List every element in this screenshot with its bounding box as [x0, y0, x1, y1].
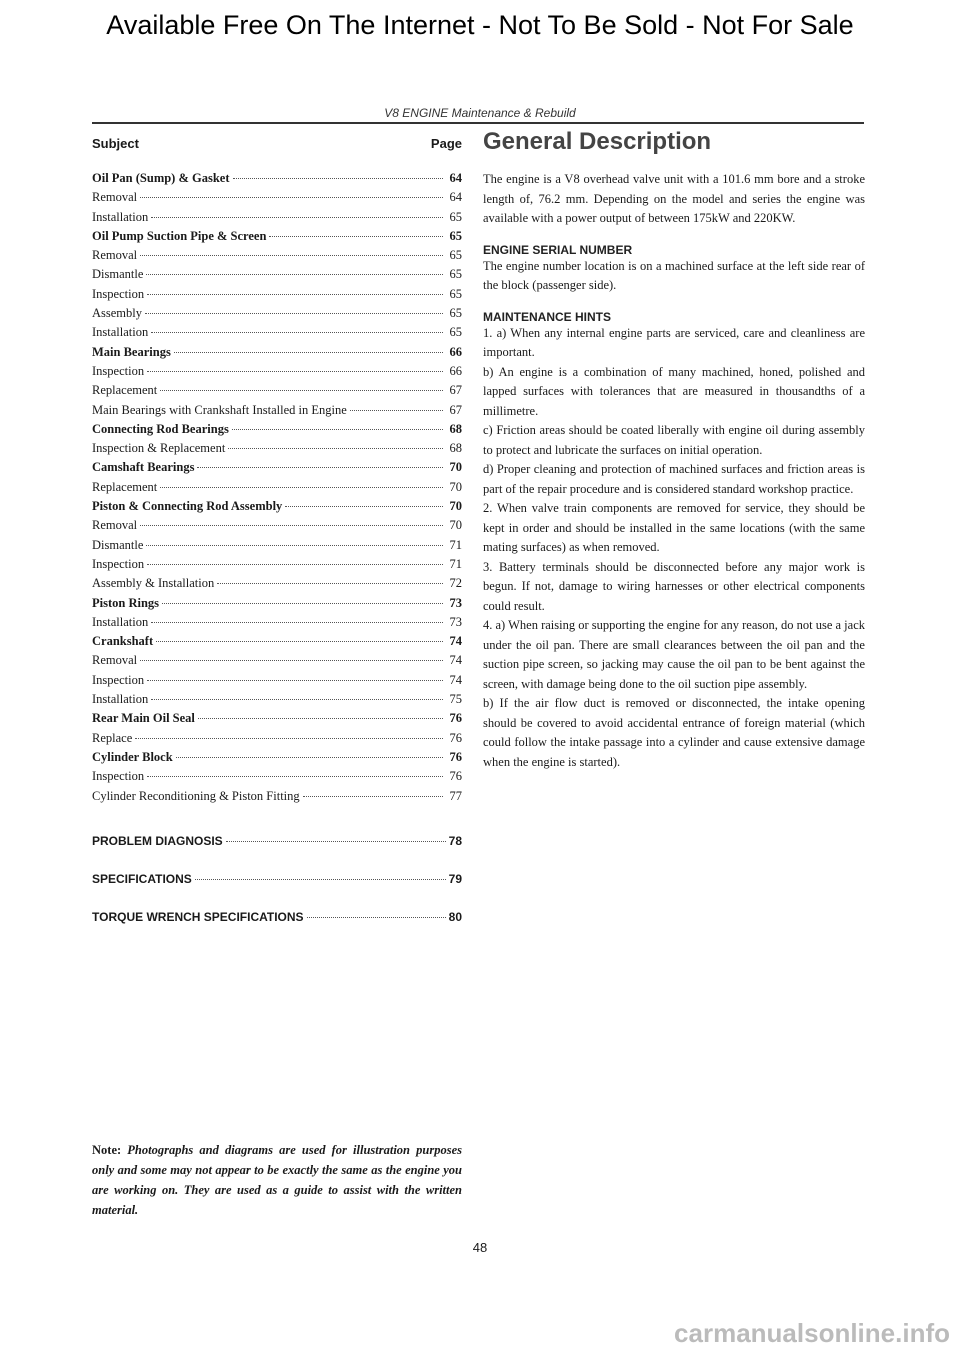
toc-entry-page: 64: [449, 171, 462, 185]
toc-entry-label: Inspection: [92, 769, 145, 784]
toc-leader: [147, 371, 443, 372]
page-number: 48: [472, 1240, 488, 1255]
intro-paragraph: The engine is a V8 overhead valve unit with a 101.6 mm bore and a stroke length of, 76.2 mm. Depending on the model and series the engine was available with a power output of between 175kW and 220KW.: [483, 172, 865, 225]
toc-leader: [228, 448, 443, 449]
toc-entry-page: 65: [449, 228, 462, 243]
toc-entry: [92, 248, 462, 267]
toc-leader: [195, 879, 446, 880]
toc-entry: [92, 769, 462, 788]
toc-entry-label: Cylinder Reconditioning & Piston Fitting: [92, 788, 300, 803]
toc-entry-label: Main Bearings: [92, 344, 171, 359]
toc-entry: [92, 711, 462, 730]
toc-entry: [92, 692, 462, 711]
toc-entry: [92, 325, 462, 344]
toc-entry-page: 70: [449, 460, 462, 475]
toc-entry: [92, 383, 462, 402]
toc-leader: [162, 603, 443, 604]
toc-entry: [92, 576, 462, 595]
toc-entry: [92, 403, 462, 422]
toc-entry-label: Connecting Rod Bearings: [92, 421, 229, 436]
toc-entry-label: Inspection & Replacement: [92, 441, 226, 456]
toc-torque-specifications: [92, 910, 462, 924]
toc-entry-page: 73: [449, 595, 462, 610]
toc-leader: [303, 796, 443, 797]
toc-subject-label: Subject: [92, 136, 139, 151]
toc-specifications: [92, 872, 462, 886]
toc-entry: [92, 422, 462, 441]
toc-entry-page: 70: [449, 479, 462, 494]
toc-leader: [147, 680, 443, 681]
hints-list: [483, 324, 865, 773]
toc-entry-page: 65: [449, 267, 462, 282]
toc-entry-label: Cylinder Block: [92, 749, 173, 764]
toc-entry-label: Installation: [92, 614, 149, 629]
toc-entry-label: Assembly & Installation: [92, 576, 215, 591]
toc-entry-page: 76: [449, 749, 462, 764]
toc-entry-label: Main Bearings with Crankshaft Installed in Engine: [92, 402, 347, 417]
toc-entry-page: 73: [449, 614, 462, 629]
toc-entry-page: 72: [449, 576, 462, 591]
toc-entry: [92, 306, 462, 325]
toc-entry: [92, 287, 462, 306]
note-text: Photographs and diagrams are used for illustration purposes only and some may not appear to be exactly the same as the engine you are working on. They are used as a guide to assist with the written material.: [92, 1143, 462, 1217]
toc-entry: [92, 538, 462, 557]
toc-leader: [285, 506, 443, 507]
toc-entry: [92, 557, 462, 576]
section-title: General Description: [483, 128, 712, 155]
toc-leader: [147, 564, 443, 565]
banner-notice: Available Free On The Internet - Not To Be Sold - Not For Sale: [106, 10, 854, 40]
toc-leader: [174, 352, 443, 353]
toc-entry: [92, 653, 462, 672]
toc-entry: [92, 210, 462, 229]
toc-entry-page: 64: [449, 190, 462, 205]
toc-entry-label: Installation: [92, 209, 149, 224]
toc-leader: [232, 429, 443, 430]
hint-paragraph: c) Friction areas should be coated liberally with engine oil during assembly to protect and lubricate the surfaces on initial operation.: [483, 423, 865, 457]
serial-paragraph: The engine number location is on a machined surface at the left side rear of the block (passenger side).: [483, 258, 865, 292]
hints-heading: MAINTENANCE HINTS: [483, 309, 611, 324]
general-description-section: [483, 128, 865, 772]
toc-leader: [135, 738, 443, 739]
toc-problem-diagnosis: [92, 834, 462, 848]
toc-entry-label: Rear Main Oil Seal: [92, 711, 195, 726]
toc-entry: [92, 441, 462, 460]
toc-leader: [147, 776, 443, 777]
hint-paragraph: 4. a) When raising or supporting the engine for any reason, do not use a jack under the oil pan. There are small clearances between the oil pan and the suction pipe screen, so jacking may cause the oil pan to be bent against the screen, with damage being done to the oil suction pipe assembly.: [483, 618, 865, 691]
toc-leader: [233, 178, 443, 179]
toc-entry-label: Replacement: [92, 383, 158, 398]
hint-paragraph: 3. Battery terminals should be disconnected before any major work is begun. If not, damage to wiring harnesses or other electrical components could result.: [483, 559, 865, 613]
toc-entry: [92, 499, 462, 518]
toc-entry-page: 68: [449, 441, 462, 456]
toc-entry-label: Dismantle: [92, 267, 144, 282]
serial-heading: ENGINE SERIAL NUMBER: [483, 242, 633, 257]
note-lead: Note:: [92, 1143, 122, 1157]
toc-entry-label: Inspection: [92, 556, 145, 571]
toc-leader: [140, 660, 443, 661]
toc-entry: [92, 480, 462, 499]
toc-entry: [92, 673, 462, 692]
toc-entry-page: 65: [449, 248, 462, 263]
toc-leader: [350, 410, 443, 411]
toc-entry-label: Assembly: [92, 306, 142, 321]
hint-paragraph: b) An engine is a combination of many machined, honed, polished and lapped surfaces with tolerances that are measured in thousandths of a millimetre.: [483, 364, 865, 418]
toc-entry-label: Camshaft Bearings: [92, 460, 195, 475]
toc-entry-page: 66: [449, 344, 462, 359]
toc-entry-page: 65: [449, 286, 462, 301]
toc-entry-page: 66: [449, 363, 462, 378]
toc-caps-page: 79: [448, 871, 462, 886]
toc-entry-page: 74: [449, 653, 462, 668]
toc-entry: [92, 460, 462, 479]
toc-entry-page: 65: [449, 325, 462, 340]
toc-page-label: Page: [430, 136, 462, 151]
toc-leader: [160, 487, 443, 488]
toc-leader: [147, 294, 443, 295]
toc-entry: [92, 596, 462, 615]
toc-entry-page: 74: [449, 634, 462, 649]
toc-entry-page: 74: [449, 672, 462, 687]
toc-entry-label: Replace: [92, 730, 133, 745]
toc-entry-page: 76: [449, 711, 462, 726]
hint-paragraph: b) If the air flow duct is removed or disconnected, the intake opening should be covered to avoid accidental entrance of foreign material (which could follow the intake passage into a cylinder and cause extensive damage when the engine is started).: [483, 696, 865, 769]
hint-paragraph: 1. a) When any internal engine parts are serviced, care and cleanliness are important.: [483, 325, 865, 359]
toc-leader: [197, 467, 443, 468]
toc-entry-label: Oil Pump Suction Pipe & Screen: [92, 228, 267, 243]
toc-entry-page: 70: [449, 518, 462, 533]
toc-entry-label: Removal: [92, 518, 138, 533]
toc-leader: [145, 313, 443, 314]
toc-entry-page: 67: [449, 383, 462, 398]
toc-entry: [92, 615, 462, 634]
toc-entry-label: Inspection: [92, 286, 145, 301]
toc-entry: [92, 789, 462, 808]
toc-entry-label: Installation: [92, 325, 149, 340]
toc-leader: [176, 757, 443, 758]
toc-leader: [151, 332, 443, 333]
toc-entry: [92, 267, 462, 286]
toc-leader: [140, 197, 443, 198]
toc-entry-page: 75: [449, 692, 462, 707]
toc-entry: [92, 364, 462, 383]
toc-entry-page: 77: [449, 788, 462, 803]
toc-caps-label: TORQUE WRENCH SPECIFICATIONS: [92, 909, 304, 924]
toc-entry: [92, 190, 462, 209]
toc-entry-label: Crankshaft: [92, 634, 154, 649]
toc-leader: [146, 545, 443, 546]
header-rule: [92, 122, 864, 124]
toc-entry-label: Removal: [92, 248, 138, 263]
toc-entry-page: 70: [449, 499, 462, 514]
toc-leader: [151, 217, 443, 218]
toc-entry-label: Inspection: [92, 363, 145, 378]
toc-entry: [92, 171, 462, 190]
toc-entry-page: 76: [449, 730, 462, 745]
toc-header: [92, 136, 462, 151]
toc-entry: [92, 750, 462, 769]
toc-leader: [217, 583, 443, 584]
toc-entry-label: Removal: [92, 190, 138, 205]
site-watermark: carmanualsonline.info: [674, 1318, 950, 1348]
toc-entry-page: 71: [449, 537, 462, 552]
toc-leader: [146, 274, 443, 275]
toc-entry-page: 76: [449, 769, 462, 784]
toc-entry: [92, 518, 462, 537]
toc-leader: [226, 841, 446, 842]
toc-leader: [140, 525, 443, 526]
toc-entry: [92, 229, 462, 248]
toc-entry-page: 68: [449, 421, 462, 436]
toc-entry-label: Inspection: [92, 672, 145, 687]
toc-leader: [307, 917, 446, 918]
toc-leader: [160, 390, 443, 391]
toc-entry-label: Dismantle: [92, 537, 144, 552]
hint-paragraph: 2. When valve train components are removed for service, they should be kept in order and should be installed in the same locations (with the same mating surfaces) as when removed.: [483, 501, 865, 554]
hint-paragraph: d) Proper cleaning and protection of machined surfaces and friction areas is part of the repair procedure and is considered standard workshop practice.: [483, 462, 865, 496]
toc-caps-page: 80: [448, 909, 462, 924]
toc-entry: [92, 345, 462, 364]
toc-list: [92, 171, 462, 808]
toc-entry-page: 65: [449, 306, 462, 321]
toc-entry-label: Oil Pan (Sump) & Gasket: [92, 171, 230, 185]
toc-entry-page: 71: [449, 556, 462, 571]
running-head: V8 ENGINE Maintenance & Rebuild: [384, 106, 576, 120]
toc-entry-label: Installation: [92, 692, 149, 707]
toc-leader: [151, 699, 443, 700]
toc-entry-page: 67: [449, 402, 462, 417]
toc-entry-page: 65: [449, 209, 462, 224]
table-of-contents: [92, 136, 462, 924]
toc-entry-label: Replacement: [92, 479, 158, 494]
toc-leader: [156, 641, 443, 642]
toc-leader: [140, 255, 443, 256]
illustration-note: [92, 1140, 462, 1220]
toc-entry-label: Removal: [92, 653, 138, 668]
toc-entry-label: Piston Rings: [92, 595, 160, 610]
toc-leader: [269, 236, 443, 237]
toc-caps-label: SPECIFICATIONS: [92, 871, 192, 886]
toc-leader: [151, 622, 443, 623]
toc-caps-label: PROBLEM DIAGNOSIS: [92, 833, 223, 848]
toc-caps-page: 78: [448, 833, 462, 848]
toc-leader: [198, 718, 443, 719]
toc-entry-label: Piston & Connecting Rod Assembly: [92, 499, 283, 514]
toc-entry: [92, 731, 462, 750]
toc-entry: [92, 634, 462, 653]
